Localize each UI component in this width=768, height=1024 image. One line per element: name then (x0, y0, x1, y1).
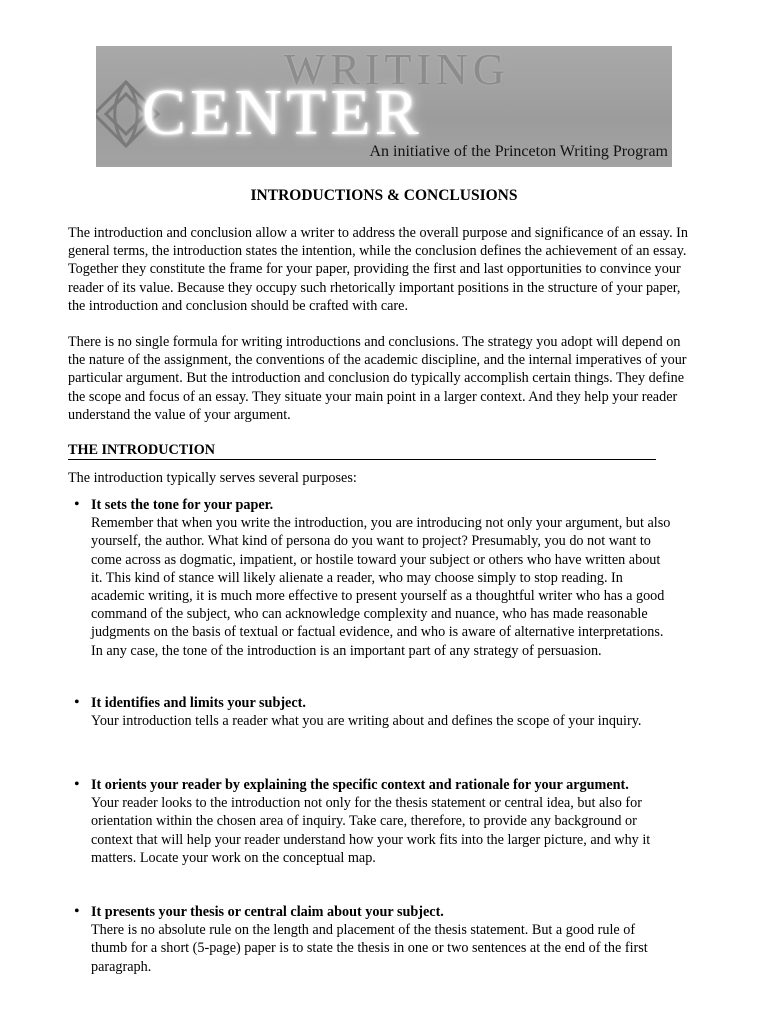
intro-paragraph-2: There is no single formula for writing introductions and conclusions. The strategy you adopt will depend on the nature of the assignment, the conventions of the academic discipline, and the internal imperatives of your particular argument. But the introduction and conclusion do typically accomplish certain things. They define the scope and focus of an essay. They situate your main point in a larger context. And they help your reader understand the value of your argument. (68, 334, 687, 423)
list-item-body: There is no absolute rule on the length and placement of the thesis statement. But a good rule of thumb for a short (5-page) paper is to state the thesis in one or two sentences at the end of the first paragraph. (91, 922, 648, 975)
list-item-heading: It orients your reader by explaining the specific context and rationale for your argument. (91, 777, 629, 793)
bullet-icon: • (74, 903, 80, 920)
list-item (74, 694, 671, 730)
banner-writing-word: WRITING (284, 46, 510, 94)
bullet-icon: • (74, 776, 80, 793)
bullet-icon: • (74, 694, 80, 711)
list-item (74, 776, 671, 867)
section-heading-introduction: THE INTRODUCTION (68, 442, 656, 460)
list-item-heading: It sets the tone for your paper. (91, 497, 274, 513)
intro-paragraph-1: The introduction and conclusion allow a writer to address the overall purpose and significance of an essay. In general terms, the introduction states the intention, while the conclusion defines the achievement of an essay. Together they constitute the frame for your paper, providing the first and last opportunities to convince your reader of its value. Because they occupy such rhetorically important positions in the structure of your paper, the introduction and conclusion should be crafted with care. (68, 225, 688, 314)
list-item-heading: It presents your thesis or central claim about your subject. (91, 904, 444, 920)
banner-center-word: CENTER (142, 76, 423, 149)
list-item (74, 496, 671, 660)
writing-center-banner (96, 46, 672, 167)
list-item (74, 903, 671, 976)
list-item-heading: It identifies and limits your subject. (91, 695, 306, 711)
list-item-body: Remember that when you write the introduction, you are introducing not only your argument, but also yourself, the author. What kind of persona do you want to project? Presumably, you do not want to come across as dogmatic, impatient, or hostile toward your subject or others who have written about it. This kind of stance will likely alienate a reader, who may choose simply to stop reading. In academic writing, it is much more effective to present yourself as a thoughtful writer who has a good command of the subject, who can acknowledge complexity and nuance, who has made reasonable judgments on the basis of textual or factual evidence, and who is aware of alternative interpretations. In any case, the tone of the introduction is an important part of any strategy of persuasion. (91, 515, 671, 659)
section-lead-text: The introduction typically serves several purposes: (68, 470, 357, 486)
list-item-body: Your reader looks to the introduction not only for the thesis statement or central idea, but also for orientation within the chosen area of inquiry. Take care, therefore, to provide any background or context that will help your reader understand how your work fits into the larger picture, and why it matters. Locate your work on the conceptual map. (91, 795, 651, 866)
document-title: INTRODUCTIONS & CONCLUSIONS (250, 187, 518, 204)
bullet-icon: • (74, 496, 80, 513)
list-item-body: Your introduction tells a reader what you are writing about and defines the scope of your inquiry. (91, 713, 642, 730)
banner-tagline: An initiative of the Princeton Writing Program (369, 143, 668, 160)
